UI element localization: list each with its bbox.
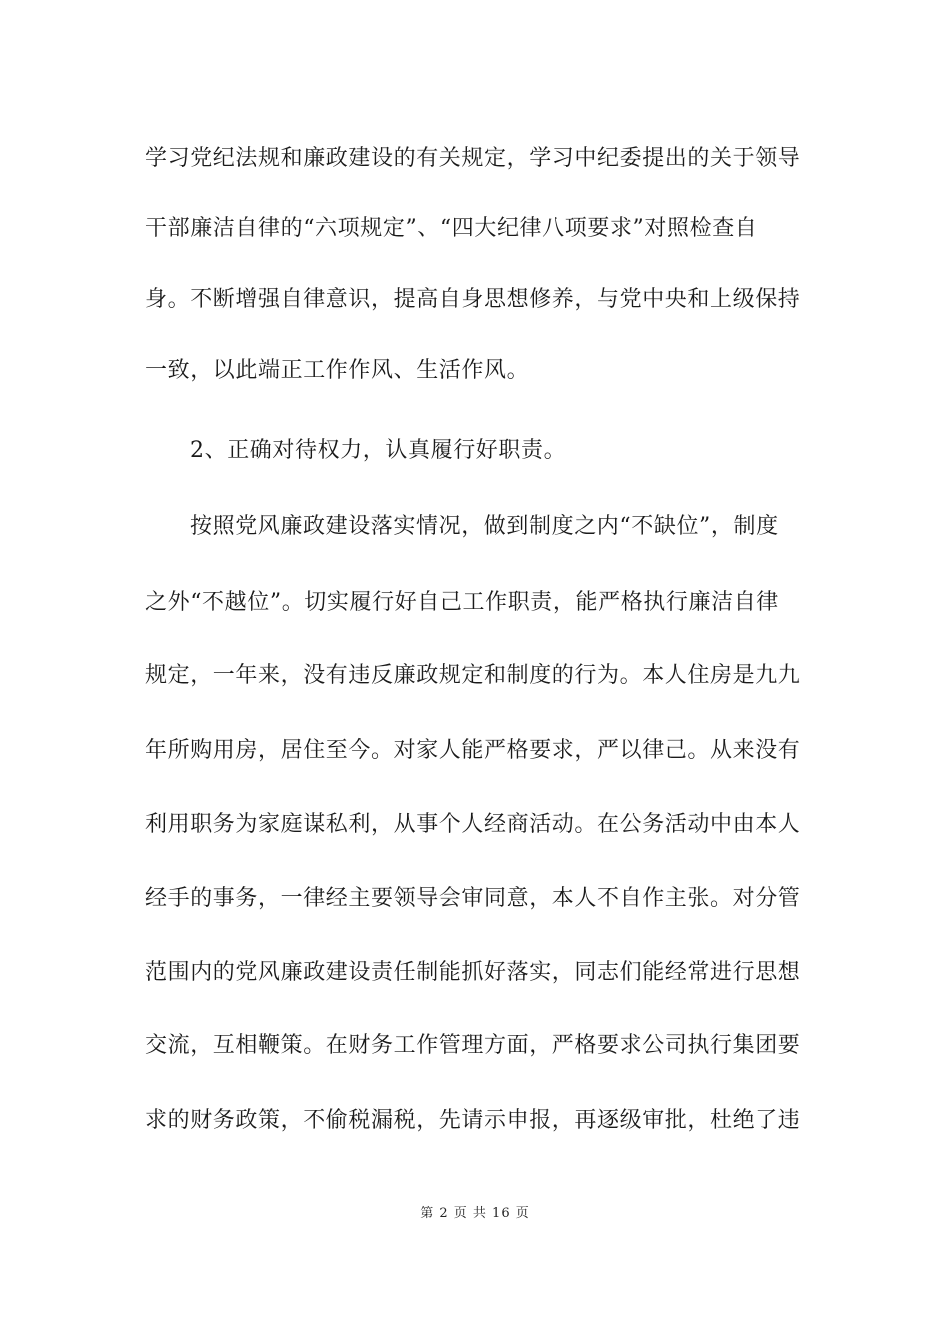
body-text-line: 身。不断增强自律意识，提高自身思想修养，与党中央和上级保持 [145,287,801,312]
body-text-line: 利用职务为家庭谋私利，从事个人经商活动。在公务活动中由本人 [145,812,801,837]
body-text-line: 年所购用房，居住至今。对家人能严格要求，严以律己。从来没有 [145,738,801,763]
body-text-line: 规定，一年来，没有违反廉政规定和制度的行为。本人住房是九九 [145,663,801,688]
page-number-footer: 第 2 页 共 16 页 [420,1206,530,1221]
body-text-line: 按照党风廉政建设落实情况，做到制度之内“不缺位”，制度 [190,514,779,539]
body-text-line: 之外“不越位”。切实履行好自己工作职责，能严格执行廉洁自律 [145,590,779,615]
body-text-line: 求的财务政策，不偷税漏税，先请示申报，再逐级审批，杜绝了违 [145,1108,801,1133]
body-text-line: 学习党纪法规和廉政建设的有关规定，学习中纪委提出的关于领导 [145,146,801,171]
body-text-line: 交流，互相鞭策。在财务工作管理方面，严格要求公司执行集团要 [145,1033,801,1058]
section-heading: 2、正确对待权力，认真履行好职责。 [190,438,567,463]
body-text-line: 范围内的党风廉政建设责任制能抓好落实，同志们能经常进行思想 [145,960,801,985]
body-text-line: 一致，以此端正工作作风、生活作风。 [145,358,530,383]
body-text-line: 经手的事务，一律经主要领导会审同意，本人不自作主张。对分管 [145,886,801,911]
body-text-line: 干部廉洁自律的“六项规定”、“四大纪律八项要求”对照检查自 [145,216,758,241]
